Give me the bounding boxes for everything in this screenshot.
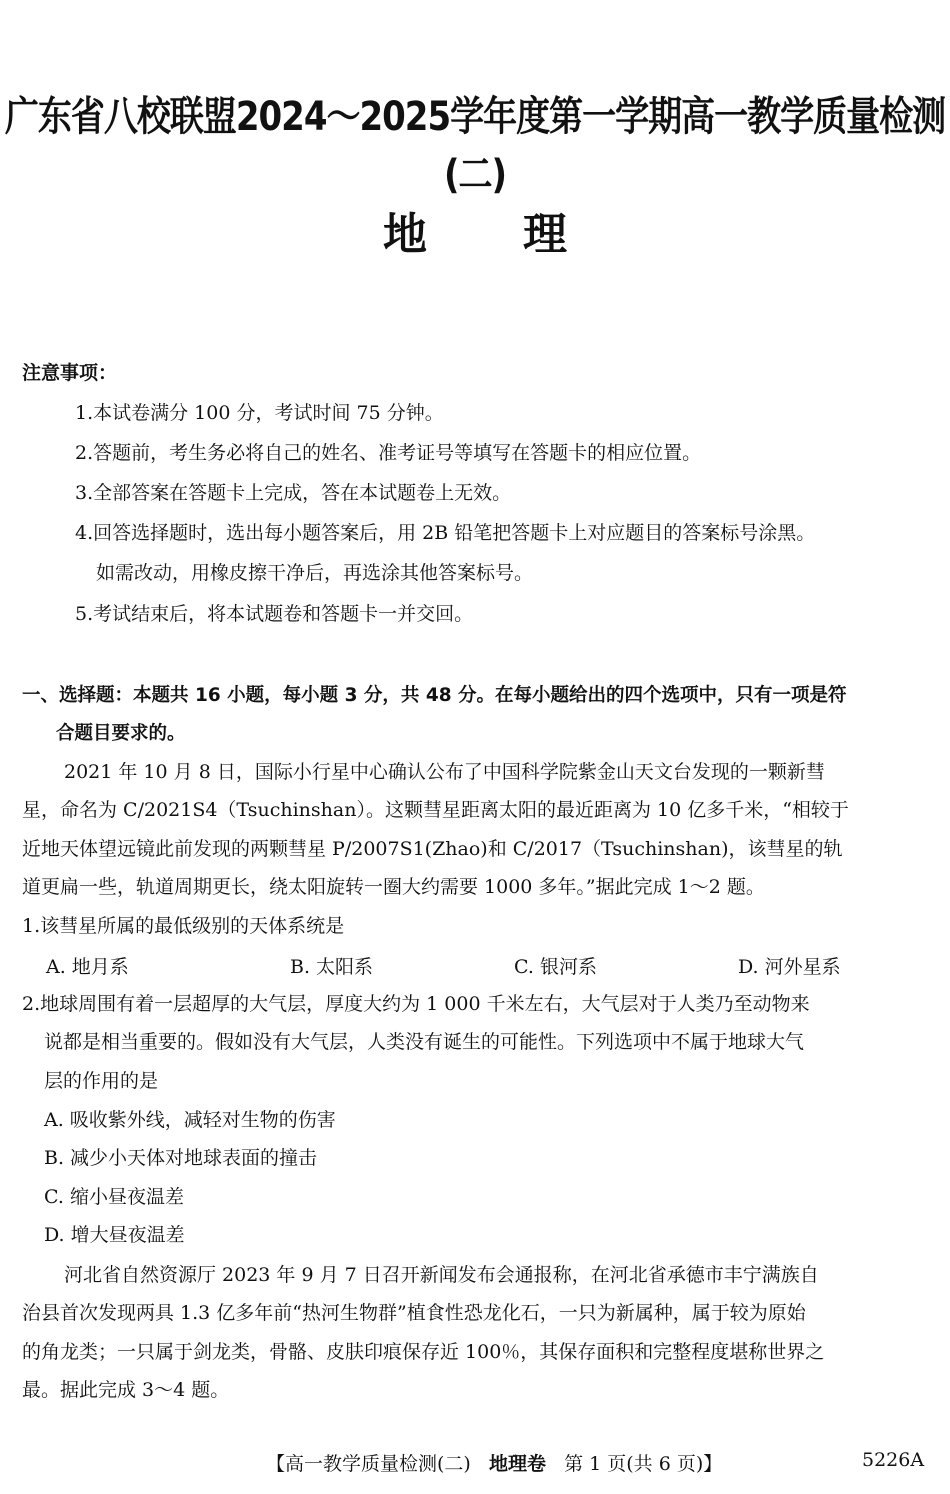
footer-code: 5226A bbox=[862, 1449, 925, 1471]
q2-option-b: B. 减少小天体对地球表面的撞击 bbox=[44, 1147, 318, 1169]
subject-title bbox=[0, 198, 950, 262]
passage1-line: 近地天体望远镜此前发现的两颗彗星 P/2007S1(Zhao)和 C/2017（Tsuchinshan)，该彗星的轨 bbox=[22, 838, 843, 860]
q1-option-a: A. 地月系 bbox=[46, 956, 129, 978]
q2-option-d: D. 增大昼夜温差 bbox=[44, 1224, 185, 1246]
note-item: 5.考试结束后，将本试题卷和答题卡一并交回。 bbox=[75, 603, 474, 625]
q2-option-c: C. 缩小昼夜温差 bbox=[44, 1186, 184, 1208]
q1-option-b: B. 太阳系 bbox=[290, 956, 374, 978]
note-item: 4.回答选择题时，选出每小题答案后，用 2B 铅笔把答题卡上对应题目的答案标号涂黑。 bbox=[75, 522, 816, 544]
passage1-line: 道更扁一些，轨道周期更长，绕太阳旋转一圈大约需要 1000 多年。”据此完成 1～2 题。 bbox=[22, 876, 765, 898]
notes-heading: 注意事项： bbox=[22, 362, 118, 384]
note-item: 3.全部答案在答题卡上完成，答在本试题卷上无效。 bbox=[75, 482, 512, 504]
subject-char-2: 理 bbox=[523, 209, 567, 260]
footer-page: 第 1 页(共 6 页)】 bbox=[564, 1453, 723, 1475]
passage1-line: 2021 年 10 月 8 日，国际小行星中心确认公布了中国科学院紫金山天文台发现的一颗新彗 bbox=[64, 761, 825, 783]
section-heading-line1: 一、选择题：本题共 16 小题，每小题 3 分，共 48 分。在每小题给出的四个选项中，只有一项是符 bbox=[22, 685, 847, 706]
question-1-options bbox=[46, 952, 906, 980]
question-2-stem: 层的作用的是 bbox=[44, 1070, 159, 1092]
section-heading-line2: 合题目要求的。 bbox=[56, 723, 186, 744]
footer-center bbox=[266, 1449, 722, 1476]
exam-title: 广东省八校联盟2024～2025学年度第一学期高一教学质量检测(二) bbox=[4, 93, 946, 199]
footer-exam: 【高一教学质量检测(二) bbox=[266, 1453, 471, 1475]
q2-option-a: A. 吸收紫外线，减轻对生物的伤害 bbox=[44, 1109, 336, 1131]
passage1-line: 星，命名为 C/2021S4（Tsuchinshan）。这颗彗星距离太阳的最近距离为 10 亿多千米，“相较于 bbox=[22, 799, 849, 821]
passage2-line: 治县首次发现两具 1.3 亿多年前“热河生物群”植食性恐龙化石，一只为新属种，属于较为原始 bbox=[22, 1302, 806, 1324]
passage2-line: 最。据此完成 3～4 题。 bbox=[22, 1379, 230, 1401]
q1-option-d: D. 河外星系 bbox=[738, 956, 841, 978]
question-2-stem: 2.地球周围有着一层超厚的大气层，厚度大约为 1 000 千米左右，大气层对于人类乃至动物来 bbox=[22, 993, 810, 1015]
note-item: 2.答题前，考生务必将自己的姓名、准考证号等填写在答题卡的相应位置。 bbox=[75, 442, 702, 464]
footer-subject: 地理卷 bbox=[488, 1453, 546, 1475]
question-1-stem: 1.该彗星所属的最低级别的天体系统是 bbox=[22, 915, 345, 937]
note-item: 1.本试卷满分 100 分，考试时间 75 分钟。 bbox=[75, 402, 444, 424]
question-2-stem: 说都是相当重要的。假如没有大气层，人类没有诞生的可能性。下列选项中不属于地球大气 bbox=[44, 1031, 805, 1053]
passage2-line: 的角龙类；一只属于剑龙类，骨骼、皮肤印痕保存近 100％，其保存面积和完整程度堪称世界之 bbox=[22, 1341, 825, 1363]
passage2-line: 河北省自然资源厅 2023 年 9 月 7 日召开新闻发布会通报称，在河北省承德市丰宁满族自 bbox=[64, 1264, 819, 1286]
note-item: 如需改动，用橡皮擦干净后，再选涂其他答案标号。 bbox=[96, 562, 534, 584]
subject-char-1: 地 bbox=[383, 209, 427, 260]
q1-option-c: C. 银河系 bbox=[514, 956, 597, 978]
